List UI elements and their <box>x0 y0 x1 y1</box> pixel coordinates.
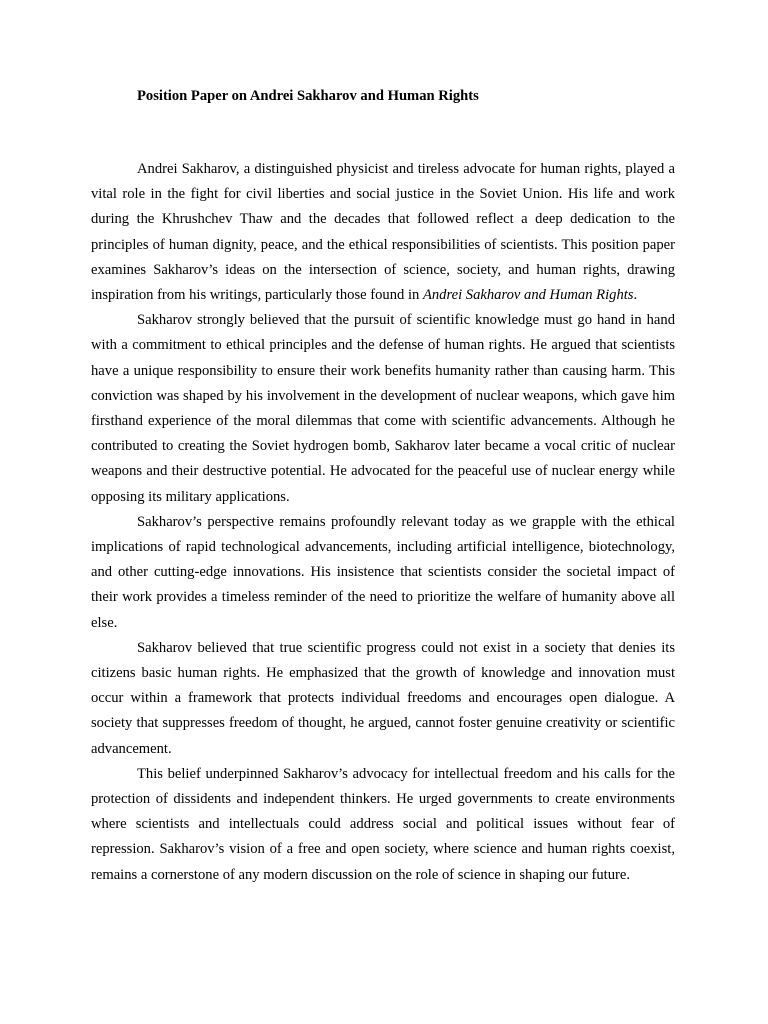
paragraph-intro-end: . <box>633 287 638 304</box>
paragraph-intellectual-freedom: This belief underpinned Sakharov’s advocacy for intellectual freedom and his calls for the protection of dissidents and independent thinkers. He urged governments to create environments where scientists and intellectuals could address social and political issues without fear of repression. Sakharov’s vision of a free and open society, where science and human rights coexist, remains a cornerstone of any modern discussion on the role of science in shaping our future. <box>91 765 675 883</box>
paragraph-human-rights-progress: Sakharov believed that true scientific progress could not exist in a society that denies its citizens basic human rights. He emphasized that the growth of knowledge and innovation must occur within a framework that protects individual freedoms and encourages open dialogue. A society that suppresses freedom of thought, he argued, cannot foster genuine creativity or scientific advancement. <box>91 639 675 757</box>
document-body <box>91 157 675 888</box>
paragraph-intro <box>91 157 675 308</box>
paragraph-modern-relevance: Sakharov’s perspective remains profoundly relevant today as we grapple with the ethical implications of rapid technological advancements, including artificial intelligence, biotechnology, and other cutting-edge innovations. His insistence that scientists consider the societal impact of their work provides a timeless reminder of the need to prioritize the welfare of humanity above all else. <box>91 513 675 631</box>
paragraph-science-ethics: Sakharov strongly believed that the pursuit of scientific knowledge must go hand in hand with a commitment to ethical principles and the defense of human rights. He argued that scientists have a unique responsibility to ensure their work benefits humanity rather than causing harm. This conviction was shaped by his involvement in the development of nuclear weapons, which gave him firsthand experience of the moral dilemmas that come with scientific advancements. Although he contributed to creating the Soviet hydrogen bomb, Sakharov later became a vocal critic of nuclear weapons and their destructive potential. He advocated for the peaceful use of nuclear energy while opposing its military applications. <box>91 312 675 505</box>
paragraph-intro-text: Andrei Sakharov, a distinguished physicist and tireless advocate for human rights, played a vital role in the fight for civil liberties and social justice in the Soviet Union. His life and work during the Khrushchev Thaw and the decades that followed reflect a deep dedication to the principles of human dignity, peace, and the ethical responsibilities of scientists. This position paper examines Sakharov’s ideas on the intersection of science, society, and human rights, drawing inspiration from his writings, particularly those found in <box>91 161 675 304</box>
document-title: Position Paper on Andrei Sakharov and Human Rights <box>137 88 479 104</box>
book-title-italic: Andrei Sakharov and Human Rights <box>422 287 634 304</box>
